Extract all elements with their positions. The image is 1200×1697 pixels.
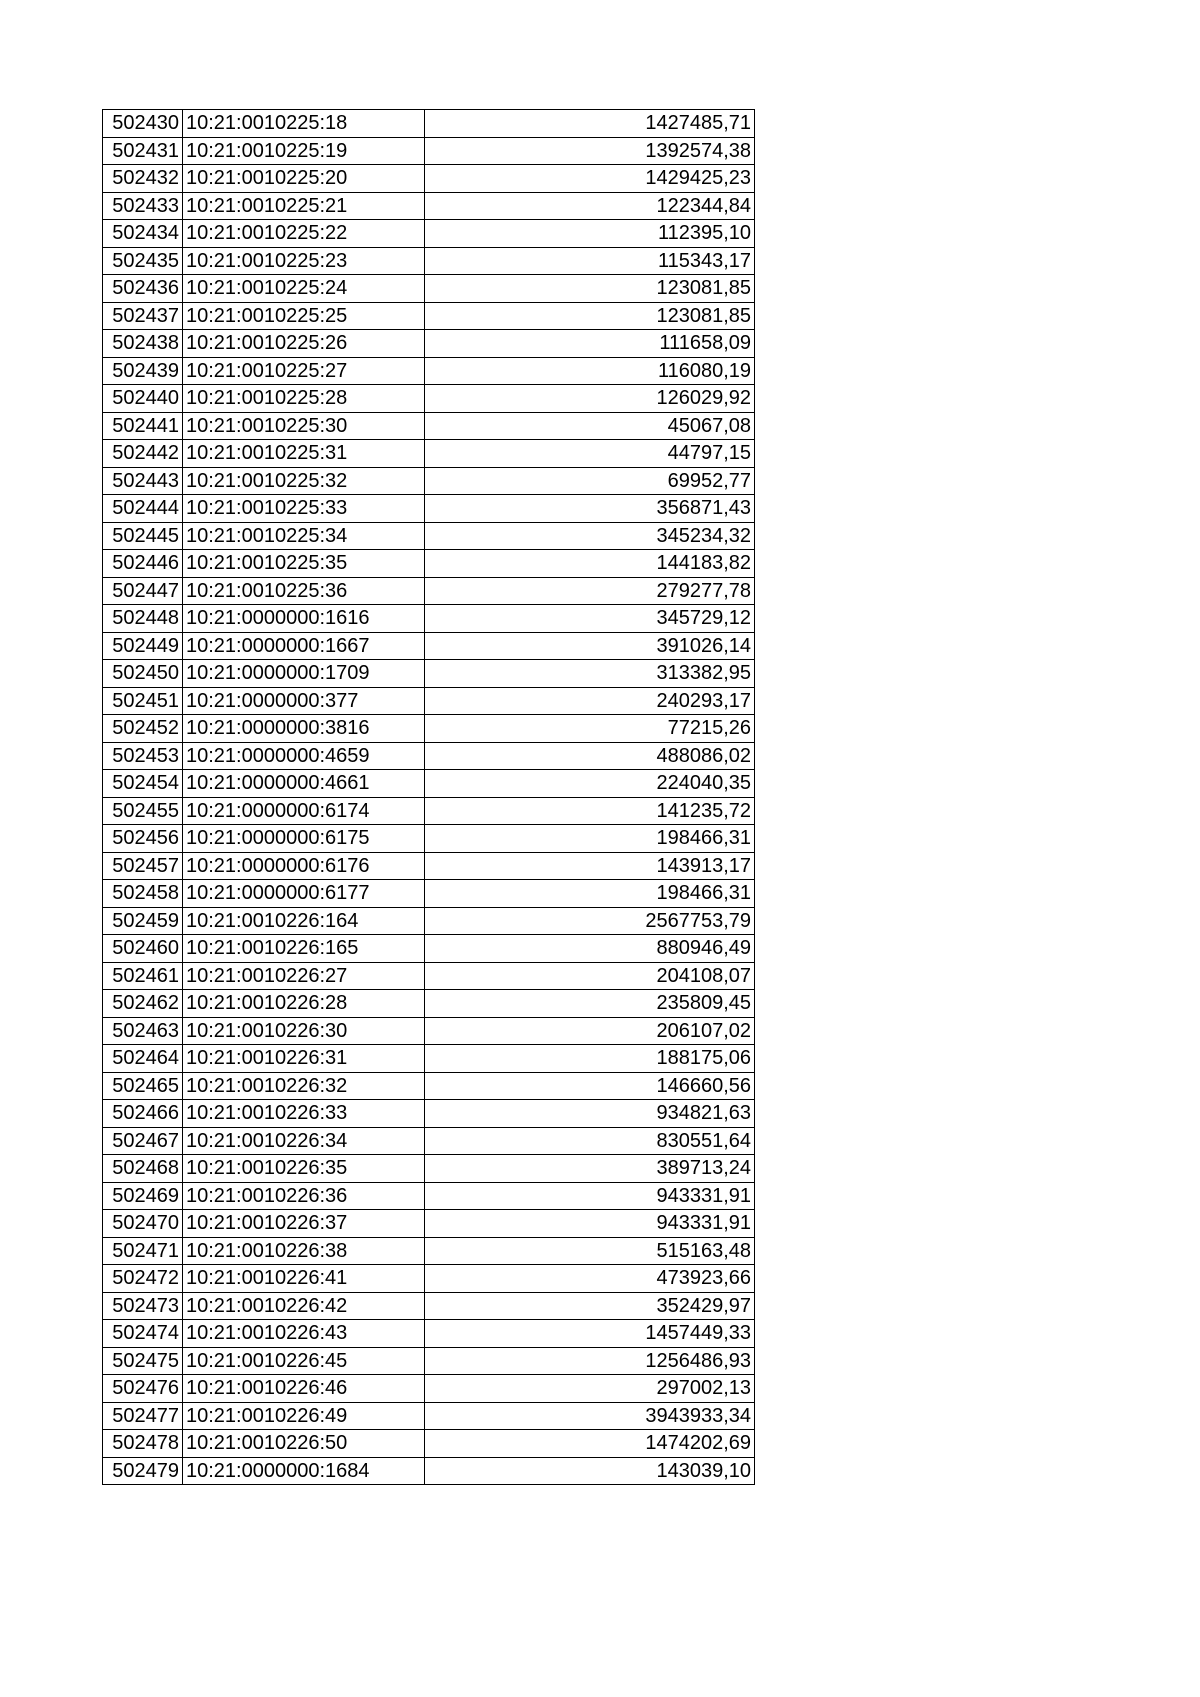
row-number-cell: 502435 <box>103 247 183 275</box>
data-table <box>102 109 755 1485</box>
amount-cell: 122344,84 <box>425 192 755 220</box>
row-number-cell: 502470 <box>103 1210 183 1238</box>
table-row <box>103 110 755 138</box>
cadastral-number-cell: 10:21:0000000:6175 <box>183 825 425 853</box>
amount-cell: 1474202,69 <box>425 1430 755 1458</box>
table-row <box>103 990 755 1018</box>
row-number-cell: 502450 <box>103 660 183 688</box>
amount-cell: 206107,02 <box>425 1017 755 1045</box>
table-row <box>103 1155 755 1183</box>
cadastral-number-cell: 10:21:0010225:36 <box>183 577 425 605</box>
cadastral-number-cell: 10:21:0010226:164 <box>183 907 425 935</box>
amount-cell: 204108,07 <box>425 962 755 990</box>
table-row <box>103 1430 755 1458</box>
cadastral-number-cell: 10:21:0010225:18 <box>183 110 425 138</box>
amount-cell: 943331,91 <box>425 1182 755 1210</box>
amount-cell: 198466,31 <box>425 825 755 853</box>
table-row <box>103 1072 755 1100</box>
cadastral-number-cell: 10:21:0010225:28 <box>183 385 425 413</box>
row-number-cell: 502440 <box>103 385 183 413</box>
row-number-cell: 502448 <box>103 605 183 633</box>
row-number-cell: 502433 <box>103 192 183 220</box>
cadastral-number-cell: 10:21:0000000:6174 <box>183 797 425 825</box>
row-number-cell: 502469 <box>103 1182 183 1210</box>
table-row <box>103 715 755 743</box>
row-number-cell: 502468 <box>103 1155 183 1183</box>
row-number-cell: 502477 <box>103 1402 183 1430</box>
row-number-cell: 502463 <box>103 1017 183 1045</box>
cadastral-number-cell: 10:21:0010226:34 <box>183 1127 425 1155</box>
row-number-cell: 502439 <box>103 357 183 385</box>
amount-cell: 146660,56 <box>425 1072 755 1100</box>
amount-cell: 116080,19 <box>425 357 755 385</box>
row-number-cell: 502441 <box>103 412 183 440</box>
table-row <box>103 1347 755 1375</box>
amount-cell: 515163,48 <box>425 1237 755 1265</box>
table-row <box>103 770 755 798</box>
amount-cell: 3943933,34 <box>425 1402 755 1430</box>
row-number-cell: 502457 <box>103 852 183 880</box>
row-number-cell: 502479 <box>103 1457 183 1485</box>
amount-cell: 934821,63 <box>425 1100 755 1128</box>
amount-cell: 144183,82 <box>425 550 755 578</box>
row-number-cell: 502456 <box>103 825 183 853</box>
cadastral-number-cell: 10:21:0010226:35 <box>183 1155 425 1183</box>
amount-cell: 880946,49 <box>425 935 755 963</box>
table-row <box>103 632 755 660</box>
table-row <box>103 1292 755 1320</box>
cadastral-number-cell: 10:21:0010226:46 <box>183 1375 425 1403</box>
row-number-cell: 502437 <box>103 302 183 330</box>
table-row <box>103 165 755 193</box>
table-row <box>103 385 755 413</box>
amount-cell: 112395,10 <box>425 220 755 248</box>
table-row <box>103 1402 755 1430</box>
amount-cell: 123081,85 <box>425 302 755 330</box>
table-row <box>103 192 755 220</box>
table-row <box>103 935 755 963</box>
amount-cell: 830551,64 <box>425 1127 755 1155</box>
amount-cell: 44797,15 <box>425 440 755 468</box>
table-row <box>103 687 755 715</box>
cadastral-number-cell: 10:21:0010225:26 <box>183 330 425 358</box>
row-number-cell: 502454 <box>103 770 183 798</box>
cadastral-number-cell: 10:21:0000000:377 <box>183 687 425 715</box>
row-number-cell: 502443 <box>103 467 183 495</box>
table-row <box>103 1375 755 1403</box>
amount-cell: 1457449,33 <box>425 1320 755 1348</box>
row-number-cell: 502436 <box>103 275 183 303</box>
amount-cell: 297002,13 <box>425 1375 755 1403</box>
cadastral-number-cell: 10:21:0010225:31 <box>183 440 425 468</box>
cadastral-number-cell: 10:21:0000000:4659 <box>183 742 425 770</box>
row-number-cell: 502453 <box>103 742 183 770</box>
table-row <box>103 220 755 248</box>
amount-cell: 345234,32 <box>425 522 755 550</box>
table-row <box>103 577 755 605</box>
row-number-cell: 502465 <box>103 1072 183 1100</box>
table-row <box>103 1320 755 1348</box>
row-number-cell: 502444 <box>103 495 183 523</box>
table-row <box>103 1265 755 1293</box>
cadastral-number-cell: 10:21:0010226:50 <box>183 1430 425 1458</box>
row-number-cell: 502430 <box>103 110 183 138</box>
cadastral-number-cell: 10:21:0010225:34 <box>183 522 425 550</box>
row-number-cell: 502449 <box>103 632 183 660</box>
table-row <box>103 357 755 385</box>
row-number-cell: 502473 <box>103 1292 183 1320</box>
amount-cell: 126029,92 <box>425 385 755 413</box>
cadastral-number-cell: 10:21:0010225:35 <box>183 550 425 578</box>
cadastral-number-cell: 10:21:0000000:1709 <box>183 660 425 688</box>
amount-cell: 1429425,23 <box>425 165 755 193</box>
cadastral-number-cell: 10:21:0010225:30 <box>183 412 425 440</box>
cadastral-number-cell: 10:21:0010225:32 <box>183 467 425 495</box>
table-row <box>103 1237 755 1265</box>
table-row <box>103 302 755 330</box>
amount-cell: 473923,66 <box>425 1265 755 1293</box>
table-row <box>103 247 755 275</box>
table-row <box>103 1045 755 1073</box>
cadastral-number-cell: 10:21:0010226:41 <box>183 1265 425 1293</box>
row-number-cell: 502459 <box>103 907 183 935</box>
row-number-cell: 502447 <box>103 577 183 605</box>
row-number-cell: 502461 <box>103 962 183 990</box>
cadastral-number-cell: 10:21:0010226:45 <box>183 1347 425 1375</box>
cadastral-number-cell: 10:21:0010225:25 <box>183 302 425 330</box>
row-number-cell: 502462 <box>103 990 183 1018</box>
cadastral-number-cell: 10:21:0010225:33 <box>183 495 425 523</box>
amount-cell: 313382,95 <box>425 660 755 688</box>
table-row <box>103 907 755 935</box>
row-number-cell: 502432 <box>103 165 183 193</box>
table-row <box>103 880 755 908</box>
row-number-cell: 502471 <box>103 1237 183 1265</box>
table-row <box>103 330 755 358</box>
row-number-cell: 502472 <box>103 1265 183 1293</box>
table-row <box>103 962 755 990</box>
amount-cell: 111658,09 <box>425 330 755 358</box>
amount-cell: 77215,26 <box>425 715 755 743</box>
amount-cell: 488086,02 <box>425 742 755 770</box>
amount-cell: 2567753,79 <box>425 907 755 935</box>
amount-cell: 141235,72 <box>425 797 755 825</box>
row-number-cell: 502466 <box>103 1100 183 1128</box>
cadastral-number-cell: 10:21:0010225:22 <box>183 220 425 248</box>
table-row <box>103 467 755 495</box>
table-row <box>103 825 755 853</box>
amount-cell: 389713,24 <box>425 1155 755 1183</box>
amount-cell: 115343,17 <box>425 247 755 275</box>
row-number-cell: 502467 <box>103 1127 183 1155</box>
row-number-cell: 502475 <box>103 1347 183 1375</box>
table-row <box>103 522 755 550</box>
cadastral-number-cell: 10:21:0000000:3816 <box>183 715 425 743</box>
amount-cell: 235809,45 <box>425 990 755 1018</box>
amount-cell: 1392574,38 <box>425 137 755 165</box>
amount-cell: 123081,85 <box>425 275 755 303</box>
cadastral-number-cell: 10:21:0000000:1616 <box>183 605 425 633</box>
row-number-cell: 502455 <box>103 797 183 825</box>
cadastral-number-cell: 10:21:0000000:4661 <box>183 770 425 798</box>
amount-cell: 240293,17 <box>425 687 755 715</box>
table-row <box>103 605 755 633</box>
table-row <box>103 440 755 468</box>
amount-cell: 391026,14 <box>425 632 755 660</box>
row-number-cell: 502451 <box>103 687 183 715</box>
amount-cell: 143913,17 <box>425 852 755 880</box>
row-number-cell: 502474 <box>103 1320 183 1348</box>
cadastral-number-cell: 10:21:0000000:1667 <box>183 632 425 660</box>
row-number-cell: 502464 <box>103 1045 183 1073</box>
cadastral-number-cell: 10:21:0010226:33 <box>183 1100 425 1128</box>
table-row <box>103 660 755 688</box>
amount-cell: 143039,10 <box>425 1457 755 1485</box>
amount-cell: 224040,35 <box>425 770 755 798</box>
cadastral-number-cell: 10:21:0010226:165 <box>183 935 425 963</box>
row-number-cell: 502458 <box>103 880 183 908</box>
amount-cell: 345729,12 <box>425 605 755 633</box>
amount-cell: 356871,43 <box>425 495 755 523</box>
row-number-cell: 502445 <box>103 522 183 550</box>
table-row <box>103 495 755 523</box>
cadastral-number-cell: 10:21:0010226:27 <box>183 962 425 990</box>
table-row <box>103 1127 755 1155</box>
cadastral-number-cell: 10:21:0000000:6177 <box>183 880 425 908</box>
amount-cell: 198466,31 <box>425 880 755 908</box>
amount-cell: 1256486,93 <box>425 1347 755 1375</box>
cadastral-number-cell: 10:21:0010225:24 <box>183 275 425 303</box>
row-number-cell: 502434 <box>103 220 183 248</box>
cadastral-number-cell: 10:21:0010226:32 <box>183 1072 425 1100</box>
table-row <box>103 797 755 825</box>
row-number-cell: 502438 <box>103 330 183 358</box>
table-row <box>103 852 755 880</box>
row-number-cell: 502446 <box>103 550 183 578</box>
table-row <box>103 550 755 578</box>
cadastral-number-cell: 10:21:0010225:20 <box>183 165 425 193</box>
cadastral-number-cell: 10:21:0010226:28 <box>183 990 425 1018</box>
table-row <box>103 412 755 440</box>
amount-cell: 1427485,71 <box>425 110 755 138</box>
row-number-cell: 502431 <box>103 137 183 165</box>
cadastral-number-cell: 10:21:0000000:1684 <box>183 1457 425 1485</box>
table-row <box>103 275 755 303</box>
cadastral-number-cell: 10:21:0010225:27 <box>183 357 425 385</box>
amount-cell: 188175,06 <box>425 1045 755 1073</box>
table-body <box>103 110 755 1485</box>
row-number-cell: 502478 <box>103 1430 183 1458</box>
table-row <box>103 1182 755 1210</box>
cadastral-number-cell: 10:21:0010225:23 <box>183 247 425 275</box>
cadastral-number-cell: 10:21:0010226:31 <box>183 1045 425 1073</box>
cadastral-number-cell: 10:21:0010225:19 <box>183 137 425 165</box>
amount-cell: 279277,78 <box>425 577 755 605</box>
cadastral-number-cell: 10:21:0010226:30 <box>183 1017 425 1045</box>
row-number-cell: 502442 <box>103 440 183 468</box>
amount-cell: 352429,97 <box>425 1292 755 1320</box>
cadastral-number-cell: 10:21:0010226:36 <box>183 1182 425 1210</box>
cadastral-number-cell: 10:21:0000000:6176 <box>183 852 425 880</box>
table-row <box>103 742 755 770</box>
amount-cell: 45067,08 <box>425 412 755 440</box>
row-number-cell: 502476 <box>103 1375 183 1403</box>
amount-cell: 69952,77 <box>425 467 755 495</box>
cadastral-number-cell: 10:21:0010226:49 <box>183 1402 425 1430</box>
table-row <box>103 137 755 165</box>
cadastral-number-cell: 10:21:0010226:38 <box>183 1237 425 1265</box>
table-row <box>103 1457 755 1485</box>
amount-cell: 943331,91 <box>425 1210 755 1238</box>
table-row <box>103 1100 755 1128</box>
cadastral-number-cell: 10:21:0010226:43 <box>183 1320 425 1348</box>
cadastral-number-cell: 10:21:0010226:42 <box>183 1292 425 1320</box>
table-row <box>103 1210 755 1238</box>
row-number-cell: 502460 <box>103 935 183 963</box>
row-number-cell: 502452 <box>103 715 183 743</box>
cadastral-number-cell: 10:21:0010226:37 <box>183 1210 425 1238</box>
cadastral-number-cell: 10:21:0010225:21 <box>183 192 425 220</box>
table-row <box>103 1017 755 1045</box>
